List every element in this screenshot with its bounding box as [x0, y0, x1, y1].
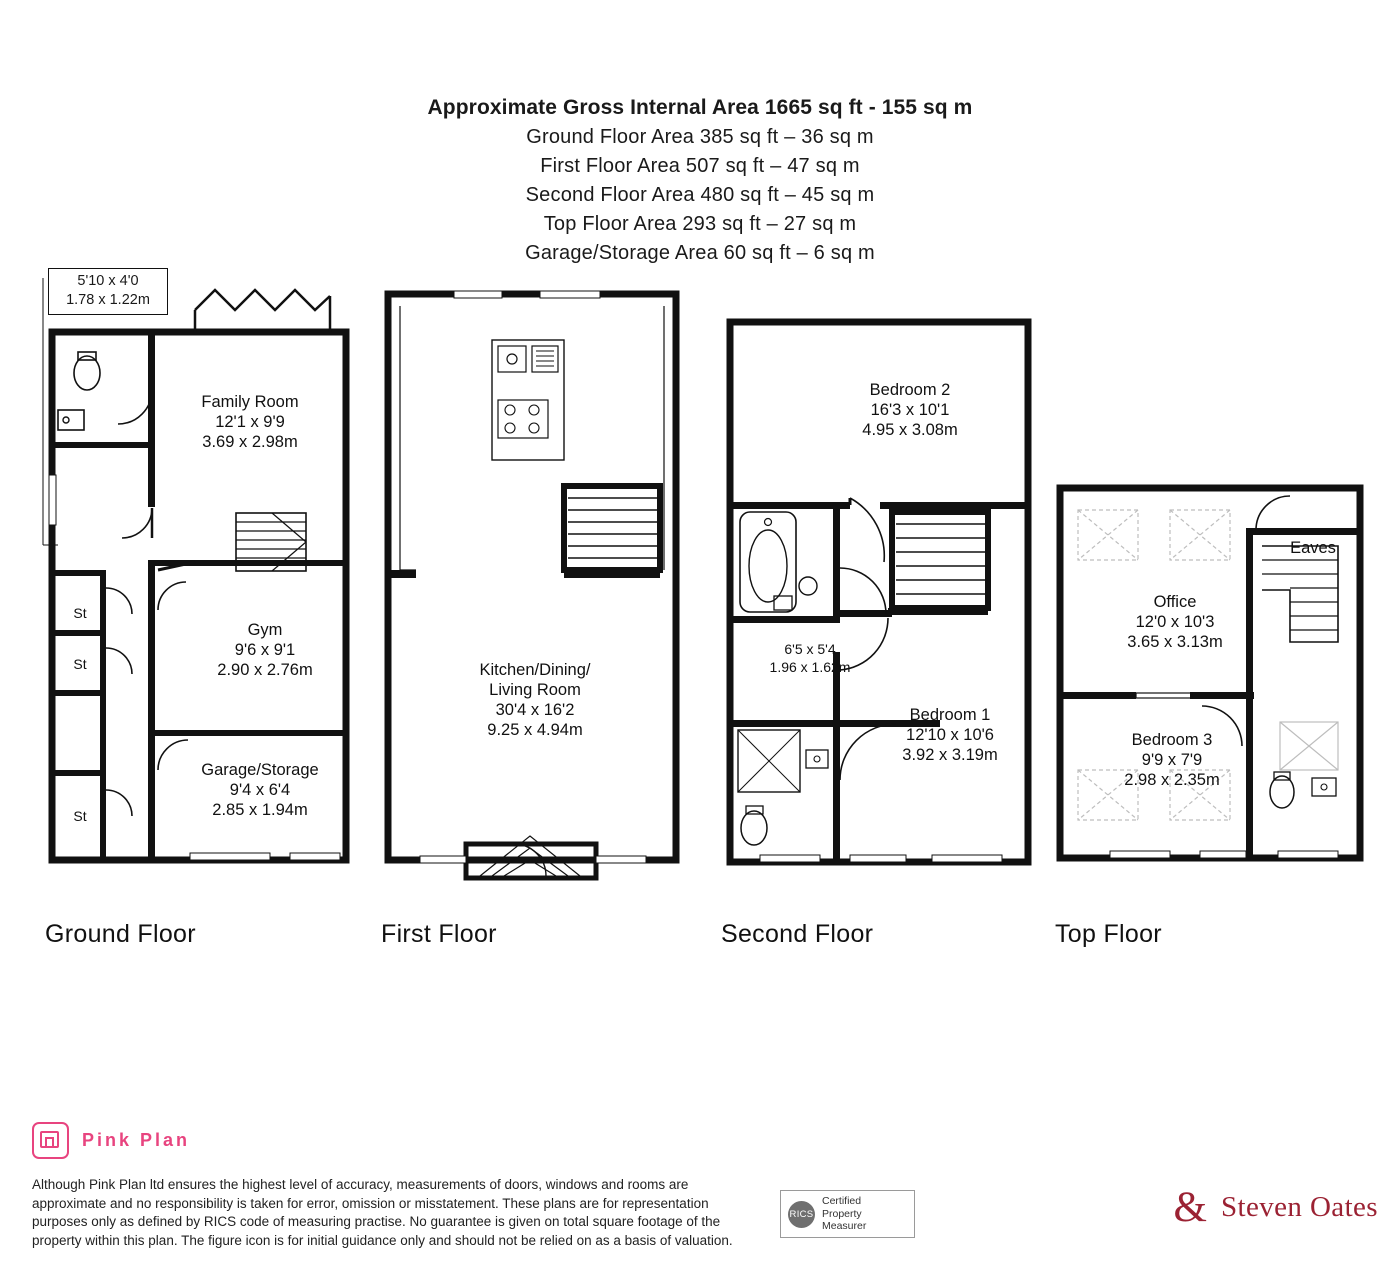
- room-label-bedroom-1: [850, 705, 1050, 765]
- family-room-metric: 3.69 x 2.98m: [202, 433, 298, 451]
- ensuite-imperial: 6'5 x 5'4: [784, 641, 836, 657]
- office-metric: 3.65 x 3.13m: [1127, 633, 1223, 651]
- garage-metric: 2.85 x 1.94m: [212, 801, 308, 819]
- second-floor-plan: [720, 300, 1060, 880]
- bedroom1-imperial: 12'10 x 10'6: [906, 726, 994, 744]
- family-room-name: Family Room: [201, 393, 299, 411]
- bedroom3-imperial: 9'9 x 7'9: [1141, 751, 1203, 769]
- family-room-imperial: 12'1 x 9'9: [215, 413, 285, 431]
- agent-name: Steven Oates: [1220, 1191, 1378, 1223]
- bedroom2-name: Bedroom 2: [869, 381, 951, 399]
- bedroom3-name: Bedroom 3: [1131, 731, 1213, 749]
- office-imperial: 12'0 x 10'3: [1135, 613, 1215, 631]
- office-name: Office: [1153, 593, 1197, 611]
- ensuite-metric: 1.96 x 1.62m: [769, 659, 851, 675]
- bedroom2-imperial: 16'3 x 10'1: [870, 401, 950, 419]
- rics-line-2: Property: [822, 1207, 862, 1220]
- house-icon: [32, 1122, 69, 1159]
- top-floor-drawing: [1050, 470, 1380, 880]
- wc-metric: 1.78 x 1.22m: [66, 292, 150, 308]
- room-label-office: [1080, 592, 1270, 652]
- first-floor-plan: [380, 270, 710, 890]
- rics-line-3: Measurer: [822, 1220, 867, 1233]
- bedroom2-metric: 4.95 x 3.08m: [862, 421, 958, 439]
- storage-label-1: St: [73, 605, 87, 621]
- gym-metric: 2.90 x 2.76m: [217, 661, 313, 679]
- room-label-family-room: [150, 392, 350, 452]
- gym-name: Gym: [247, 621, 283, 639]
- eaves-name: Eaves: [1290, 539, 1336, 557]
- bedroom3-metric: 2.98 x 2.35m: [1124, 771, 1220, 789]
- floor-title-ground: Ground Floor: [45, 920, 196, 948]
- kitchen-imperial: 30'4 x 16'2: [495, 701, 575, 719]
- pink-plan-logo: [32, 1122, 190, 1159]
- bedroom1-name: Bedroom 1: [909, 706, 991, 724]
- brand-name: Pink Plan: [82, 1130, 191, 1150]
- first-floor-area: First Floor Area 507 sq ft – 47 sq m: [540, 155, 860, 177]
- gross-internal-area-title: Approximate Gross Internal Area 1665 sq ft - 155 sq m: [427, 96, 973, 119]
- room-label-bedroom-3: [1072, 730, 1272, 790]
- garage-storage-area: Garage/Storage Area 60 sq ft – 6 sq m: [525, 242, 875, 264]
- agent-monogram-icon: &: [1173, 1184, 1207, 1231]
- floor-title-top: Top Floor: [1055, 920, 1162, 948]
- ground-floor-plan: [40, 270, 360, 870]
- first-floor-drawing: [380, 270, 710, 890]
- garage-name: Garage/Storage: [201, 761, 319, 779]
- ground-floor-area: Ground Floor Area 385 sq ft – 36 sq m: [526, 126, 874, 148]
- top-floor-area: Top Floor Area 293 sq ft – 27 sq m: [543, 213, 857, 235]
- disclaimer-text: Although Pink Plan ltd ensures the highest level of accuracy, measurements of doors, windows and rooms are approximate and no responsibility is taken for error, omission or misstatement. These plans are for representation purposes only as defined by RICS code of measuring practise. No guarantee is given on total square footage of the property within this plan. The figure icon is for initial guidance only and should not be relied on as a basis of valuation.: [32, 1177, 733, 1248]
- rics-icon: RICS: [788, 1201, 815, 1228]
- bedroom1-metric: 3.92 x 3.19m: [902, 746, 998, 764]
- area-summary: [0, 96, 1400, 265]
- wc-imperial: 5'10 x 4'0: [77, 273, 139, 289]
- garage-imperial: 9'4 x 6'4: [229, 781, 291, 799]
- kitchen-name-line2: Living Room: [489, 681, 581, 699]
- kitchen-metric: 9.25 x 4.94m: [487, 721, 583, 739]
- agent-logo: [1174, 1186, 1378, 1229]
- floor-title-first: First Floor: [381, 920, 497, 948]
- rics-certified-badge: [780, 1190, 915, 1238]
- room-label-kitchen-dining-living: [410, 660, 660, 740]
- second-floor-area: Second Floor Area 480 sq ft – 45 sq m: [525, 184, 875, 206]
- storage-label-2: St: [73, 656, 87, 672]
- rics-line-1: Certified: [822, 1195, 862, 1208]
- wc-dimension-badge: [48, 268, 168, 315]
- ensuite-dimension: [720, 640, 900, 676]
- floor-title-second: Second Floor: [721, 920, 874, 948]
- gym-imperial: 9'6 x 9'1: [234, 641, 296, 659]
- storage-label-3: St: [73, 808, 87, 824]
- top-floor-plan: [1050, 470, 1380, 880]
- room-label-bedroom-2: [810, 380, 1010, 440]
- room-label-garage-storage: [160, 760, 360, 820]
- kitchen-name-line1: Kitchen/Dining/: [479, 661, 591, 679]
- room-label-eaves: [1258, 538, 1368, 558]
- room-label-gym: [170, 620, 360, 680]
